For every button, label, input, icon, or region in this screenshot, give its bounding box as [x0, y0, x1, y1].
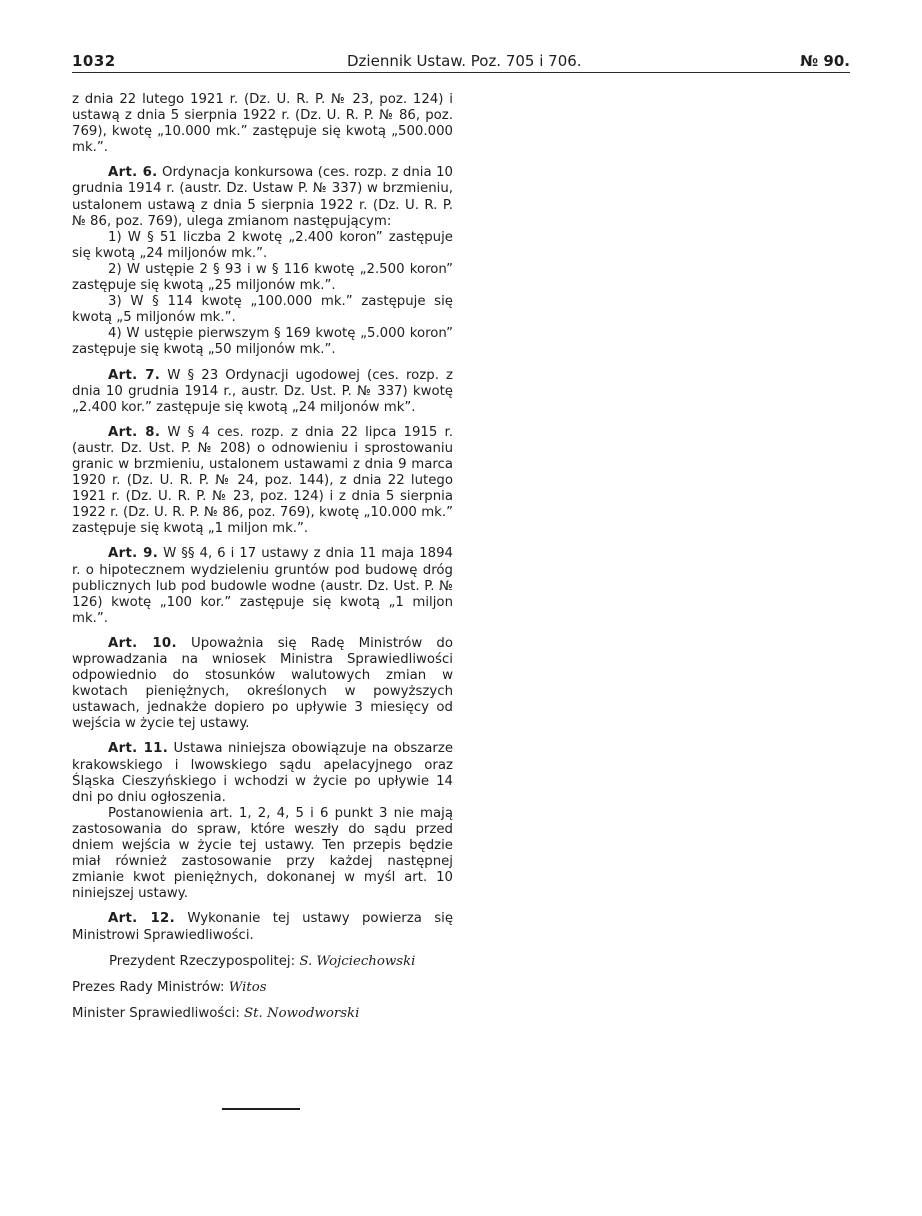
article-9	[72, 546, 453, 626]
signature-role: Prezes Rady Ministrów:	[72, 979, 225, 995]
article-10-text: Upoważnia się Radę Ministrów do wprowadzania na wniosek Ministra Sprawiedliwości odpowiednio do stosunków walutowych zmian w kwotach pieniężnych, określonych w powyższych ustawach, jednakże dopiero po upływie 3 miesięcy od wejścia w życie tej ustawy.	[72, 635, 453, 732]
article-6	[72, 165, 453, 229]
article-6-text: Ordynacja konkursowa (ces. rozp. z dnia 10 grudnia 1914 r. (austr. Dz. Ustaw P. № 337) w brzmieniu, ustalonem ustawą z dnia 5 sierpnia 1922 r. (Dz. U. R. P. № 86, poz. 769), ulega zmianom następującym:	[72, 165, 453, 229]
article-12	[72, 911, 453, 943]
article-9-label: Art. 9.	[108, 546, 159, 562]
intro-paragraph: z dnia 22 lutego 1921 r. (Dz. U. R. P. № 23, poz. 124) i ustawą z dnia 5 sierpnia 1922 r. (Dz. U. R. P. № 86, poz. 769), kwotę „10.000 mk.” zastępuje się kwotą „500.000 mk.”.	[72, 92, 453, 156]
article-12-label: Art. 12.	[108, 911, 175, 927]
article-8-text: W § 4 ces. rozp. z dnia 22 lipca 1915 r. (austr. Dz. Ust. P. № 208) o odnowieniu i sprostowaniu granic w brzmieniu, ustalonem ustawami z dnia 9 marca 1920 r. (Dz. U. R. P. № 24, poz. 144), z dnia 22 lutego 1921 r. (Dz. U. R. P. № 23, poz. 124) i z dnia 5 sierpnia 1922 r. (Dz. U. R. P. № 86, poz. 769), kwotę „10.000 mk.” zastępuje się kwotą „1 miljon mk.”.	[72, 424, 453, 537]
article-8	[72, 425, 453, 538]
article-10	[72, 636, 453, 733]
page-number: 1032	[72, 52, 116, 70]
article-7-label: Art. 7.	[108, 367, 161, 383]
article-7-text: W § 23 Ordynacji ugodowej (ces. rozp. z dnia 10 grudnia 1914 r., austr. Dz. Ust. P. № 337) kwotę „2.400 kor.” zastępuje się kwotą „24 miljonów mk”.	[72, 367, 453, 415]
article-9-text: W §§ 4, 6 i 17 ustawy z dnia 11 maja 1894 r. o hipotecznem wydzieleniu gruntów pod budowę dróg publicznych lub pod budowle wodne (austr. Dz. Ust. P. № 126) kwotę „100 kor.” zastępuje się kwotą „1 miljon mk.”.	[72, 546, 453, 626]
article-11	[72, 741, 453, 805]
end-rule	[222, 1108, 300, 1110]
header-rule	[72, 72, 850, 73]
signature-name: Witos	[228, 979, 267, 995]
signature-prime-minister	[72, 980, 453, 996]
article-6-item: 1) W § 51 liczba 2 kwotę „2.400 koron” zastępuje się kwotą „24 miljonów mk.”.	[72, 229, 453, 261]
article-6-item: 3) W § 114 kwotę „100.000 mk.” zastępuje się kwotą „5 miljonów mk.”.	[72, 294, 453, 326]
text-column	[72, 92, 453, 1022]
journal-title: Dziennik Ustaw. Poz. 705 i 706.	[347, 52, 582, 70]
article-6-item: 2) W ustępie 2 § 93 i w § 116 kwotę „2.500 koron” zastępuje się kwotą „25 miljonów mk.”.	[72, 261, 453, 294]
issue-number: № 90.	[800, 52, 850, 70]
signature-name: St. Nowodworski	[244, 1005, 360, 1021]
article-6-item: 4) W ustępie pierwszym § 169 kwotę „5.000 koron” zastępuje się kwotą „50 miljonów mk.”.	[72, 326, 453, 358]
article-10-label: Art. 10.	[108, 635, 177, 651]
signature-role: Prezydent Rzeczypospolitej:	[109, 953, 296, 969]
signature-justice-minister	[72, 1006, 453, 1022]
article-7	[72, 368, 453, 416]
article-11-label: Art. 11.	[108, 741, 169, 757]
article-11-text: Ustawa niniejsza obowiązuje na obszarze krakowskiego i lwowskiego sądu apelacyjnego oraz Śląska Cieszyńskiego i wchodzi w życie po upływie 14 dni po dniu ogłoszenia.	[72, 741, 454, 805]
page-header	[72, 52, 850, 72]
article-8-label: Art. 8.	[108, 424, 161, 440]
signature-president	[72, 954, 453, 970]
article-11-paragraph-2: Postanowienia art. 1, 2, 4, 5 i 6 punkt 3 nie mają zastosowania do spraw, które weszły do sądu przed dniem wejścia w życie tej ustawy. Ten przepis będzie miał również zastosowanie przy każdej następnej zmianie kwot pieniężnych, dokonanej w myśl art. 10 niniejszej ustawy.	[72, 805, 453, 902]
article-12-text: Wykonanie tej ustawy powierza się Ministrowi Sprawiedliwości.	[72, 911, 454, 943]
signature-name: S. Wojciechowski	[299, 953, 416, 969]
signature-role: Minister Sprawiedliwości:	[72, 1005, 240, 1021]
article-6-label: Art. 6.	[108, 165, 158, 181]
